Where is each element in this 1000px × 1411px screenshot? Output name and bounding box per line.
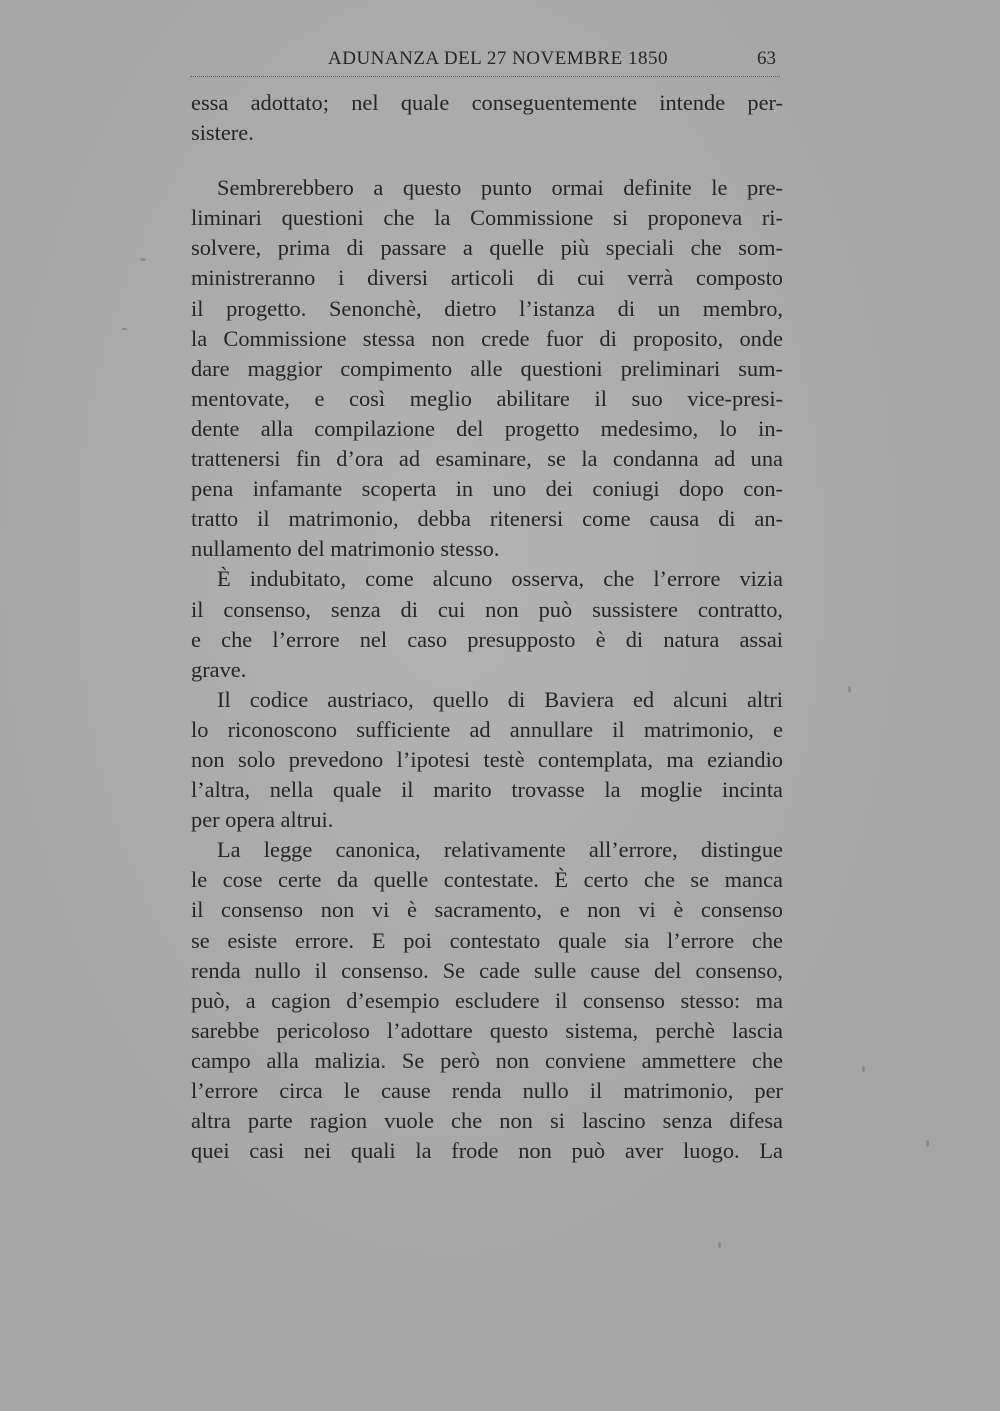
text-line: trattenersi fin d’ora ad esaminare, se la condanna ad una bbox=[191, 446, 783, 472]
text-line: altra parte ragion vuole che non si lascino senza difesa bbox=[191, 1108, 783, 1134]
text-line: l’errore circa le cause renda nullo il matrimonio, per bbox=[191, 1078, 783, 1103]
scan-speck bbox=[862, 1066, 865, 1072]
text-line: sarebbe pericoloso l’adottare questo sistema, perchè lascia bbox=[191, 1017, 783, 1043]
text-line: può, a cagion d’esempio escludere il consenso stesso: ma bbox=[191, 987, 783, 1013]
text-line: la Commissione stessa non crede fuor di proposito, onde bbox=[191, 325, 783, 351]
text-line: dare maggior compimento alle questioni preliminari sum- bbox=[191, 355, 783, 381]
running-header bbox=[190, 46, 780, 77]
text-line: È indubitato, come alcuno osserva, che l’errore vizia bbox=[217, 566, 783, 592]
text-line: il progetto. Senonchè, dietro l’istanza di un membro, bbox=[191, 295, 783, 321]
text-line: essa adottato; nel quale conseguentemente intende per- bbox=[191, 90, 783, 115]
paragraph-gap bbox=[191, 148, 783, 173]
text-line: le cose certe da quelle contestate. È certo che se manca bbox=[191, 867, 783, 893]
text-line: tratto il matrimonio, debba ritenersi come causa di an- bbox=[191, 506, 783, 532]
text-line: Sembrerebbero a questo punto ormai definite le pre- bbox=[217, 175, 783, 201]
text-line: il consenso, senza di cui non può sussistere contratto, bbox=[191, 596, 783, 622]
scan-speck bbox=[718, 1242, 721, 1248]
text-line: nullamento del matrimonio stesso. bbox=[191, 536, 500, 562]
text-line: quei casi nei quali la frode non può aver luogo. La bbox=[191, 1138, 783, 1164]
text-line: per opera altrui. bbox=[191, 807, 334, 833]
text-line: renda nullo il consenso. Se cade sulle cause del consenso, bbox=[191, 957, 783, 983]
text-line: solvere, prima di passare a quelle più speciali che som- bbox=[191, 235, 783, 261]
text-line: ministreranno i diversi articoli di cui verrà composto bbox=[191, 265, 783, 291]
page-number: 63 bbox=[757, 48, 776, 69]
scan-speck bbox=[140, 258, 146, 261]
text-line: non solo prevedono l’ipotesi testè contemplata, ma eziandio bbox=[191, 746, 783, 772]
text-line: sistere. bbox=[191, 120, 254, 146]
text-line: mentovate, e così meglio abilitare il suo vice-presi- bbox=[191, 385, 783, 411]
text-line: e che l’errore nel caso presupposto è di natura assai bbox=[191, 626, 783, 652]
text-line: campo alla malizia. Se però non conviene ammettere che bbox=[191, 1047, 783, 1073]
text-line: pena infamante scoperta in uno dei coniugi dopo con- bbox=[191, 476, 783, 502]
text-line: dente alla compilazione del progetto medesimo, lo in- bbox=[191, 415, 783, 441]
text-line: il consenso non vi è sacramento, e non vi è consenso bbox=[191, 897, 783, 923]
body-text bbox=[191, 88, 783, 1166]
running-header-title: ADUNANZA DEL 27 NOVEMBRE 1850 bbox=[328, 48, 668, 69]
text-line: se esiste errore. E poi contestato quale sia l’errore che bbox=[191, 927, 783, 953]
text-line: l’altra, nella quale il marito trovasse la moglie incinta bbox=[191, 777, 783, 803]
text-line: Il codice austriaco, quello di Baviera ed alcuni altri bbox=[217, 686, 783, 712]
text-line: La legge canonica, relativamente all’errore, distingue bbox=[217, 837, 783, 863]
scan-speck bbox=[848, 686, 851, 693]
scan-speck bbox=[122, 328, 127, 330]
scan-speck bbox=[926, 1140, 929, 1147]
text-line: liminari questioni che la Commissione si proponeva ri- bbox=[191, 205, 783, 231]
text-line: lo riconoscono sufficiente ad annullare il matrimonio, e bbox=[191, 716, 783, 742]
text-line: grave. bbox=[191, 656, 247, 682]
